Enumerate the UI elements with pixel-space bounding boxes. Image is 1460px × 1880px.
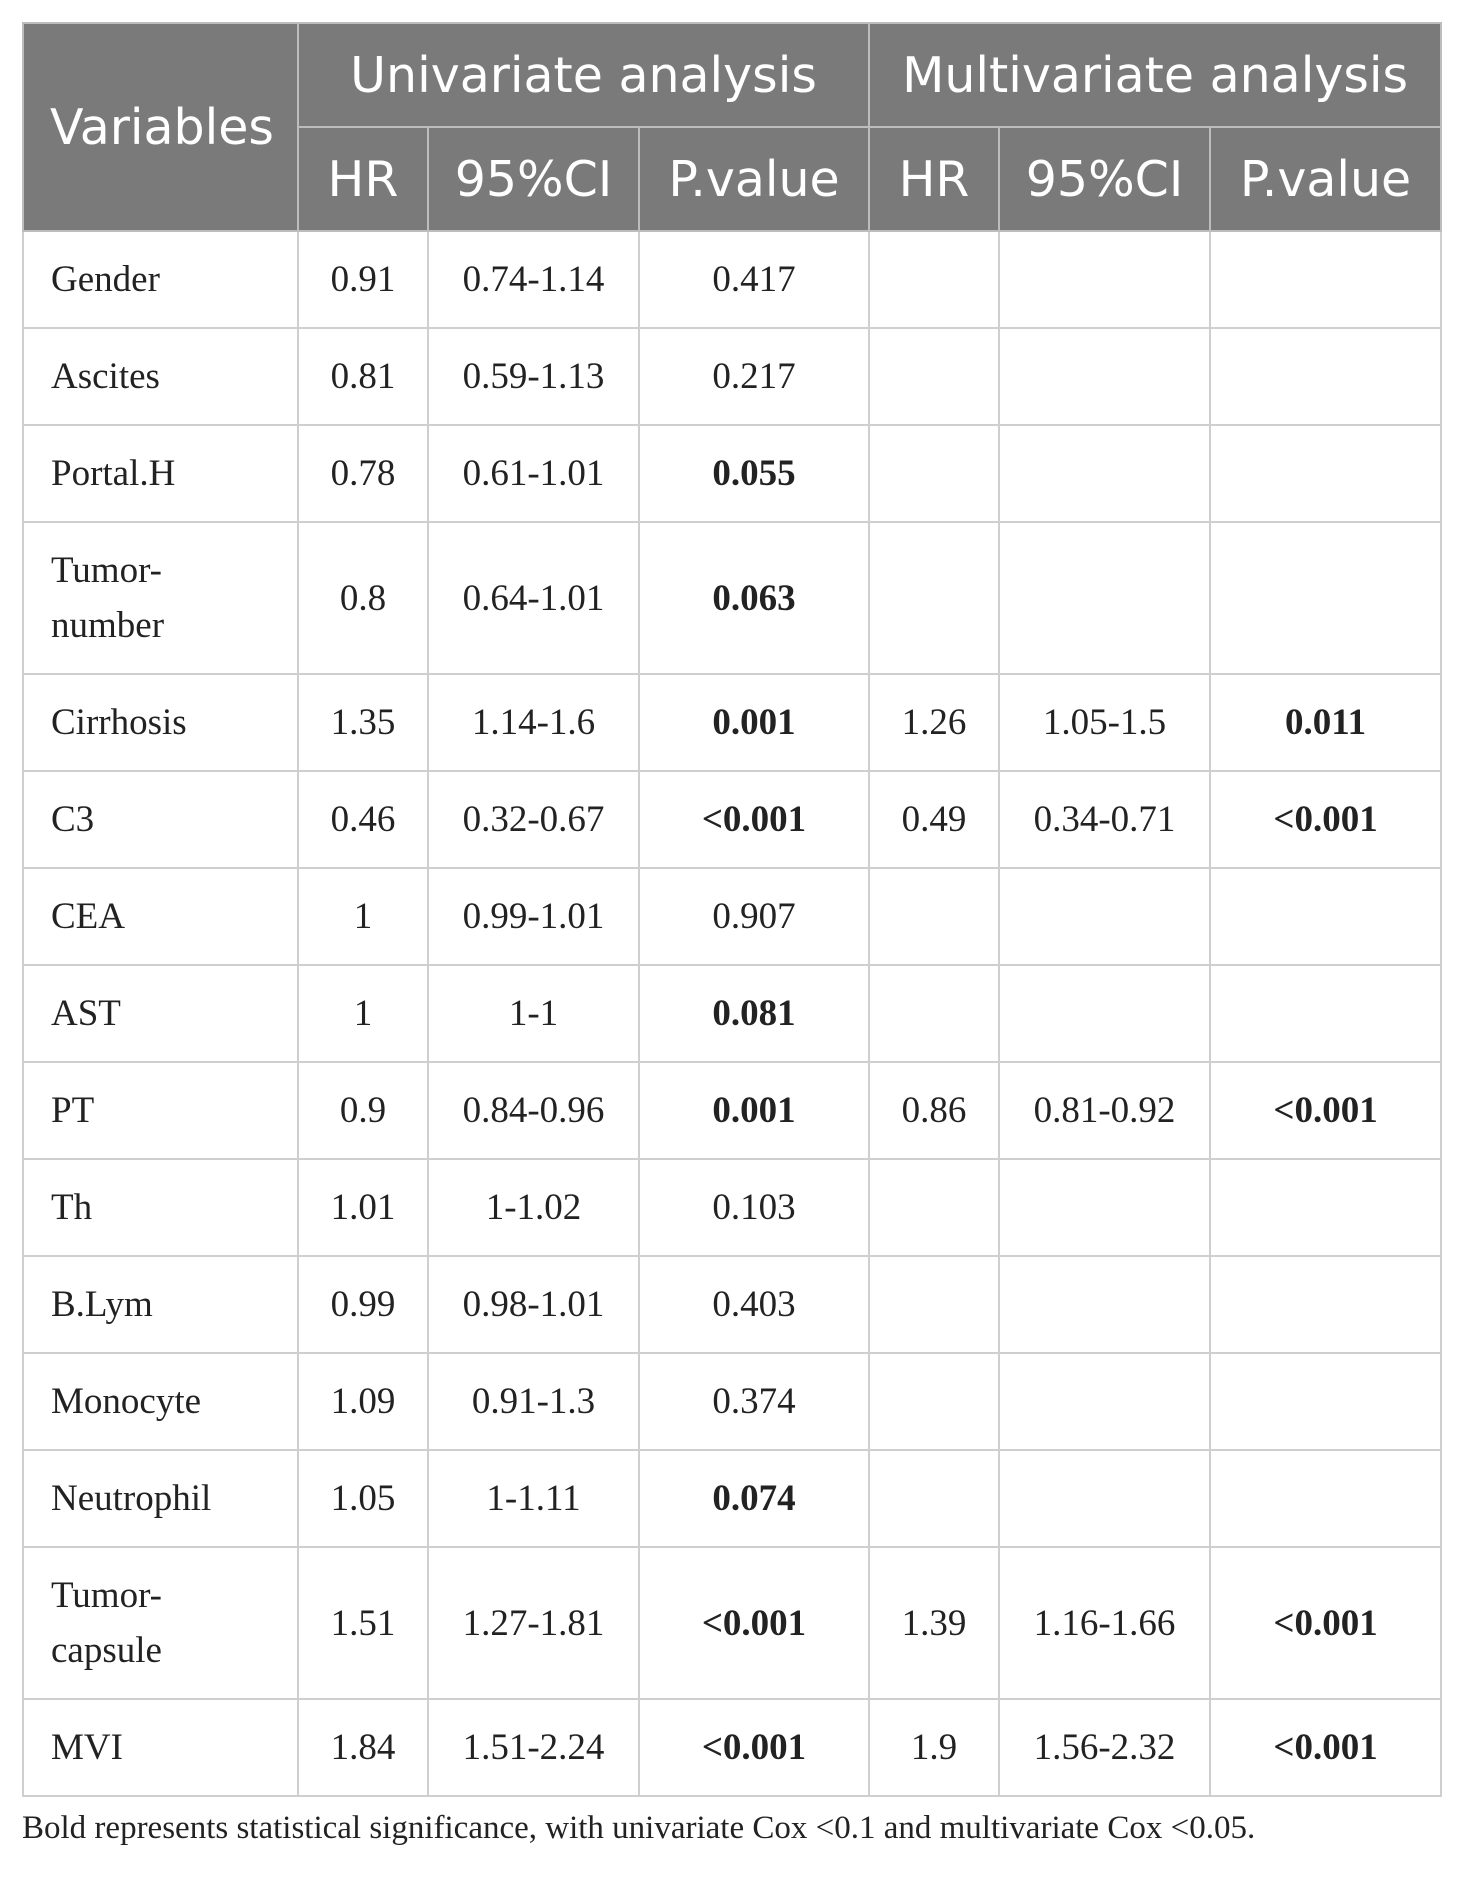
header-uni-p: P.value	[639, 127, 869, 231]
cell-variable: Ascites	[23, 328, 298, 425]
table-row	[23, 674, 1441, 771]
cell-variable: AST	[23, 965, 298, 1062]
header-multi-ci: 95%CI	[999, 127, 1210, 231]
cell-uni-ci: 1.51-2.24	[428, 1699, 639, 1796]
cell-uni-p: 0.001	[639, 1062, 869, 1159]
cell-multi-hr	[869, 1353, 999, 1450]
table-row	[23, 522, 1441, 674]
cell-uni-p: 0.081	[639, 965, 869, 1062]
cell-uni-p: 0.907	[639, 868, 869, 965]
cell-variable: C3	[23, 771, 298, 868]
cell-multi-p	[1210, 1256, 1441, 1353]
cell-variable: CEA	[23, 868, 298, 965]
cell-uni-ci: 0.91-1.3	[428, 1353, 639, 1450]
cell-variable: MVI	[23, 1699, 298, 1796]
table-row	[23, 231, 1441, 328]
cell-uni-ci: 0.64-1.01	[428, 522, 639, 674]
header-uni-hr: HR	[298, 127, 428, 231]
cell-multi-p	[1210, 1159, 1441, 1256]
cell-multi-ci	[999, 328, 1210, 425]
cell-multi-hr: 0.49	[869, 771, 999, 868]
table-row	[23, 1159, 1441, 1256]
cell-uni-hr: 0.91	[298, 231, 428, 328]
cell-uni-p: 0.103	[639, 1159, 869, 1256]
cell-multi-p	[1210, 328, 1441, 425]
cell-uni-ci: 1.14-1.6	[428, 674, 639, 771]
cell-multi-ci	[999, 1450, 1210, 1547]
cell-uni-p: 0.403	[639, 1256, 869, 1353]
cell-variable: PT	[23, 1062, 298, 1159]
cell-multi-hr	[869, 522, 999, 674]
table-row	[23, 1256, 1441, 1353]
cell-uni-p: 0.001	[639, 674, 869, 771]
cell-variable: Tumor- capsule	[23, 1547, 298, 1699]
table-row	[23, 425, 1441, 522]
cell-multi-ci	[999, 1159, 1210, 1256]
cell-uni-p: 0.074	[639, 1450, 869, 1547]
cell-multi-p: <0.001	[1210, 1547, 1441, 1699]
cell-uni-ci: 0.84-0.96	[428, 1062, 639, 1159]
cell-uni-hr: 1.01	[298, 1159, 428, 1256]
cell-uni-p: 0.063	[639, 522, 869, 674]
table-header	[23, 23, 1441, 231]
cell-multi-p: 0.011	[1210, 674, 1441, 771]
cell-uni-hr: 0.81	[298, 328, 428, 425]
cell-uni-hr: 0.46	[298, 771, 428, 868]
cell-uni-ci: 0.98-1.01	[428, 1256, 639, 1353]
cell-variable: Portal.H	[23, 425, 298, 522]
cell-uni-hr: 0.9	[298, 1062, 428, 1159]
cell-variable: Gender	[23, 231, 298, 328]
cell-multi-ci	[999, 965, 1210, 1062]
cell-uni-hr: 0.78	[298, 425, 428, 522]
cell-multi-p	[1210, 1353, 1441, 1450]
cell-uni-ci: 1.27-1.81	[428, 1547, 639, 1699]
cell-variable: Cirrhosis	[23, 674, 298, 771]
cell-multi-hr	[869, 868, 999, 965]
cell-variable: Th	[23, 1159, 298, 1256]
cell-multi-ci: 1.56-2.32	[999, 1699, 1210, 1796]
cell-multi-hr	[869, 328, 999, 425]
header-multivariate: Multivariate analysis	[869, 23, 1441, 127]
table-row	[23, 965, 1441, 1062]
cell-uni-ci: 0.32-0.67	[428, 771, 639, 868]
cell-variable: B.Lym	[23, 1256, 298, 1353]
header-multi-p: P.value	[1210, 127, 1441, 231]
cell-uni-p: <0.001	[639, 1699, 869, 1796]
cell-multi-hr: 1.26	[869, 674, 999, 771]
footnote: Bold represents statistical significance, with univariate Cox <0.1 and multivariate Cox <0.05.	[22, 1810, 1256, 1846]
table-row	[23, 1353, 1441, 1450]
cell-uni-hr: 0.99	[298, 1256, 428, 1353]
cell-multi-ci	[999, 1256, 1210, 1353]
cell-uni-ci: 0.99-1.01	[428, 868, 639, 965]
cell-multi-p	[1210, 231, 1441, 328]
table-row	[23, 1450, 1441, 1547]
cell-uni-hr: 1.51	[298, 1547, 428, 1699]
header-uni-ci: 95%CI	[428, 127, 639, 231]
cell-uni-p: 0.374	[639, 1353, 869, 1450]
cell-uni-hr: 1	[298, 868, 428, 965]
cox-regression-table	[22, 22, 1442, 1797]
cell-variable: Neutrophil	[23, 1450, 298, 1547]
cell-multi-ci	[999, 1353, 1210, 1450]
cell-multi-ci: 0.34-0.71	[999, 771, 1210, 868]
table-row	[23, 1699, 1441, 1796]
cell-multi-p	[1210, 965, 1441, 1062]
cell-uni-ci: 1-1.02	[428, 1159, 639, 1256]
cell-variable: Tumor- number	[23, 522, 298, 674]
cell-multi-ci	[999, 868, 1210, 965]
cell-multi-ci	[999, 231, 1210, 328]
cell-multi-hr	[869, 1256, 999, 1353]
cell-uni-p: <0.001	[639, 1547, 869, 1699]
cell-multi-hr	[869, 965, 999, 1062]
cell-uni-ci: 1-1.11	[428, 1450, 639, 1547]
cell-multi-hr: 1.9	[869, 1699, 999, 1796]
header-multi-hr: HR	[869, 127, 999, 231]
cell-multi-p: <0.001	[1210, 1062, 1441, 1159]
table-row	[23, 1062, 1441, 1159]
table-row	[23, 868, 1441, 965]
cox-regression-table-container	[22, 22, 1440, 1797]
cell-uni-hr: 1.05	[298, 1450, 428, 1547]
cell-multi-p	[1210, 425, 1441, 522]
cell-uni-ci: 1-1	[428, 965, 639, 1062]
cell-multi-hr	[869, 425, 999, 522]
cell-uni-hr: 1.35	[298, 674, 428, 771]
cell-multi-p: <0.001	[1210, 1699, 1441, 1796]
header-group-row	[23, 23, 1441, 127]
cell-uni-p: 0.417	[639, 231, 869, 328]
cell-multi-p	[1210, 868, 1441, 965]
header-variables: Variables	[23, 23, 298, 231]
cell-multi-ci: 0.81-0.92	[999, 1062, 1210, 1159]
header-univariate: Univariate analysis	[298, 23, 869, 127]
cell-variable: Monocyte	[23, 1353, 298, 1450]
cell-multi-p	[1210, 1450, 1441, 1547]
cell-uni-p: 0.217	[639, 328, 869, 425]
table-row	[23, 771, 1441, 868]
cell-uni-p: <0.001	[639, 771, 869, 868]
cell-uni-ci: 0.61-1.01	[428, 425, 639, 522]
cell-multi-ci	[999, 522, 1210, 674]
cell-uni-p: 0.055	[639, 425, 869, 522]
cell-uni-hr: 1	[298, 965, 428, 1062]
cell-uni-hr: 0.8	[298, 522, 428, 674]
cell-uni-hr: 1.84	[298, 1699, 428, 1796]
cell-multi-hr	[869, 1159, 999, 1256]
cell-multi-ci	[999, 425, 1210, 522]
cell-uni-ci: 0.74-1.14	[428, 231, 639, 328]
cell-multi-hr	[869, 231, 999, 328]
cell-multi-ci: 1.16-1.66	[999, 1547, 1210, 1699]
cell-multi-p	[1210, 522, 1441, 674]
cell-multi-hr	[869, 1450, 999, 1547]
cell-multi-hr: 1.39	[869, 1547, 999, 1699]
table-row	[23, 1547, 1441, 1699]
cell-multi-hr: 0.86	[869, 1062, 999, 1159]
cell-multi-ci: 1.05-1.5	[999, 674, 1210, 771]
table-row	[23, 328, 1441, 425]
cell-uni-hr: 1.09	[298, 1353, 428, 1450]
cell-uni-ci: 0.59-1.13	[428, 328, 639, 425]
cell-multi-p: <0.001	[1210, 771, 1441, 868]
table-body	[23, 231, 1441, 1796]
